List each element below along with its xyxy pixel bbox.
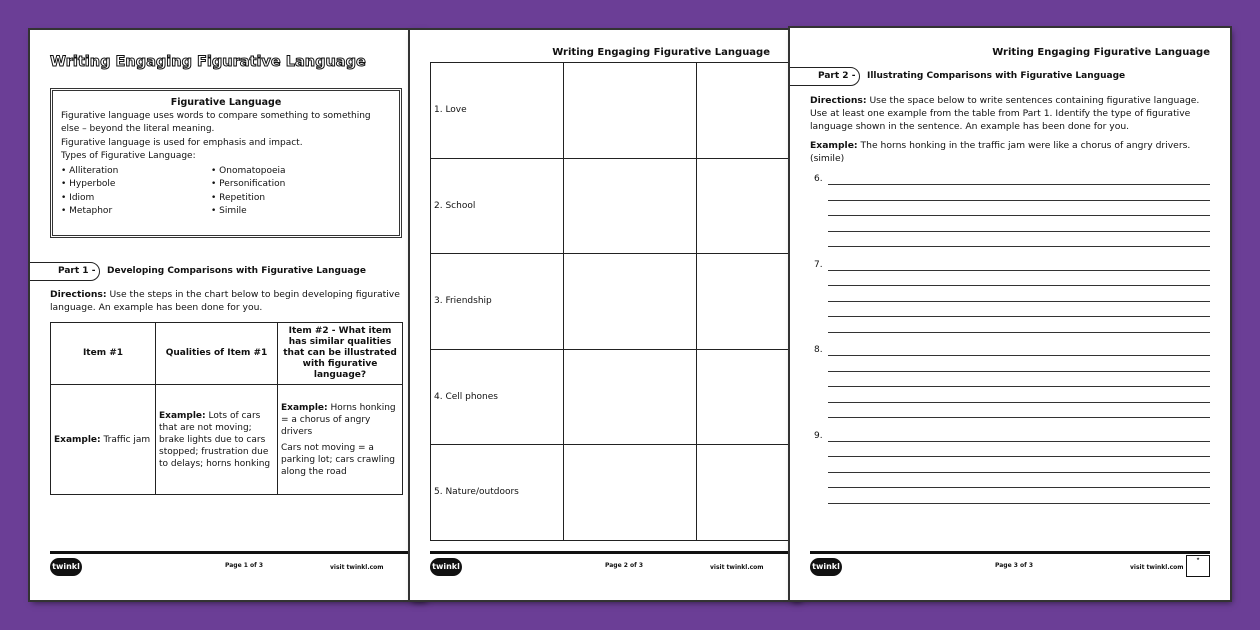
writing-line[interactable] xyxy=(828,456,1210,457)
footer-rule xyxy=(50,551,425,554)
row-label: 1. Love xyxy=(431,63,564,159)
blank-cell[interactable] xyxy=(564,254,697,350)
directions-text: Use the steps in the chart below to begin developing figurative language. An example has been done for you. xyxy=(50,289,400,313)
page-number: Page 1 of 3 xyxy=(225,562,263,569)
writing-line[interactable] xyxy=(828,417,1210,418)
directions-label: Directions: xyxy=(50,289,107,300)
writing-line[interactable] xyxy=(828,184,1210,185)
twinkl-logo: twinkl xyxy=(50,558,82,576)
box-text: Figurative language uses words to compare something to something else – beyond the literal meaning. xyxy=(61,110,371,134)
writing-line[interactable] xyxy=(828,270,1210,271)
footer-site: visit twinkl.com xyxy=(1130,564,1184,571)
type-item: • Metaphor xyxy=(61,206,113,216)
writing-line[interactable] xyxy=(828,503,1210,504)
directions xyxy=(810,94,1215,133)
row-label: 3. Friendship xyxy=(431,254,564,350)
comparison-table xyxy=(50,322,403,495)
writing-line[interactable] xyxy=(828,402,1210,403)
quality-badge-icon: ★ xyxy=(1186,555,1210,577)
type-item: • Alliteration xyxy=(61,165,119,176)
writing-line[interactable] xyxy=(828,316,1210,317)
type-item: • Repetition xyxy=(211,192,266,203)
example-label: Example: xyxy=(810,140,858,151)
answer-number: 6. xyxy=(814,174,823,184)
blank-cell[interactable] xyxy=(697,254,801,350)
page-2 xyxy=(410,30,800,600)
writing-line[interactable] xyxy=(828,472,1210,473)
part-1-title: Developing Comparisons with Figurative Language xyxy=(107,266,366,276)
page-1 xyxy=(30,30,425,600)
box-text: Figurative language is used for emphasis and impact. xyxy=(61,137,303,148)
writing-line[interactable] xyxy=(828,441,1210,442)
figurative-language-box xyxy=(50,88,402,238)
twinkl-logo: twinkl xyxy=(430,558,462,576)
row-label: 5. Nature/outdoors xyxy=(431,445,564,541)
writing-line[interactable] xyxy=(828,371,1210,372)
type-item: • Simile xyxy=(211,206,247,216)
writing-line[interactable] xyxy=(828,355,1210,356)
answer-number: 8. xyxy=(814,345,823,355)
directions-label: Directions: xyxy=(810,95,867,106)
writing-line[interactable] xyxy=(828,231,1210,232)
table-header: Qualities of Item #1 xyxy=(156,323,278,385)
type-item: • Onomatopoeia xyxy=(211,165,286,176)
blank-cell[interactable] xyxy=(697,349,801,445)
directions-text: Use the space below to write sentences containing figurative language. Use at least one example from the table from Part 1. Identify the type of figurative language shown in the sentence. An example has been done for you. xyxy=(810,95,1200,132)
writing-line[interactable] xyxy=(828,285,1210,286)
type-item: • Personification xyxy=(211,179,286,189)
answer-number: 7. xyxy=(814,259,823,270)
page-header: Writing Engaging Figurative Language xyxy=(992,47,1210,58)
comparison-table-blank xyxy=(430,62,800,541)
page-number: Page 2 of 3 xyxy=(605,562,643,569)
blank-cell[interactable] xyxy=(697,63,801,159)
table-cell: Example: Traffic jam xyxy=(51,385,156,495)
page-header: Writing Engaging Figurative Language xyxy=(552,47,770,58)
part-2-label: Part 2 - xyxy=(790,67,860,86)
directions xyxy=(50,288,400,314)
twinkl-logo: twinkl xyxy=(810,558,842,576)
row-label: 2. School xyxy=(431,158,564,254)
writing-line[interactable] xyxy=(828,332,1210,333)
answer-number: 9. xyxy=(814,430,823,441)
table-header: Item #2 - What item has similar qualities that can be illustrated with figurative language? xyxy=(278,323,403,385)
writing-line[interactable] xyxy=(828,301,1210,302)
page-number: Page 3 of 3 xyxy=(995,562,1033,569)
blank-cell[interactable] xyxy=(697,445,801,541)
blank-cell[interactable] xyxy=(564,349,697,445)
writing-line[interactable] xyxy=(828,386,1210,387)
part-2-title: Illustrating Comparisons with Figurative Language xyxy=(867,71,1126,81)
example-text: The horns honking in the traffic jam were like a chorus of angry drivers. (simile) xyxy=(810,140,1191,164)
box-text: Types of Figurative Language: xyxy=(61,151,196,161)
box-heading: Figurative Language xyxy=(170,97,282,108)
row-label: 4. Cell phones xyxy=(431,349,564,445)
footer-site: visit twinkl.com xyxy=(330,564,384,571)
blank-cell[interactable] xyxy=(564,158,697,254)
writing-line[interactable] xyxy=(828,200,1210,201)
document-title: Writing Engaging Figurative Language xyxy=(50,54,366,70)
type-item: • Hyperbole xyxy=(61,179,116,189)
table-cell: Example: Lots of cars that are not moving; brake lights due to cars stopped; frustration due to delays; horns honking xyxy=(156,385,278,495)
writing-line[interactable] xyxy=(828,487,1210,488)
type-item: • Idiom xyxy=(61,192,95,203)
example xyxy=(810,139,1220,165)
writing-line[interactable] xyxy=(828,246,1210,247)
table-cell: Example: Horns honking = a chorus of angry drivers Cars not moving = a parking lot; cars crawling along the road xyxy=(278,385,403,495)
table-header: Item #1 xyxy=(51,323,156,385)
blank-cell[interactable] xyxy=(564,445,697,541)
blank-cell[interactable] xyxy=(697,158,801,254)
page-3 xyxy=(790,28,1230,600)
blank-cell[interactable] xyxy=(564,63,697,159)
footer-rule xyxy=(430,551,800,554)
writing-line[interactable] xyxy=(828,215,1210,216)
footer-rule xyxy=(810,551,1210,554)
part-1-label: Part 1 - xyxy=(30,262,100,281)
footer-site: visit twinkl.com xyxy=(710,564,764,571)
